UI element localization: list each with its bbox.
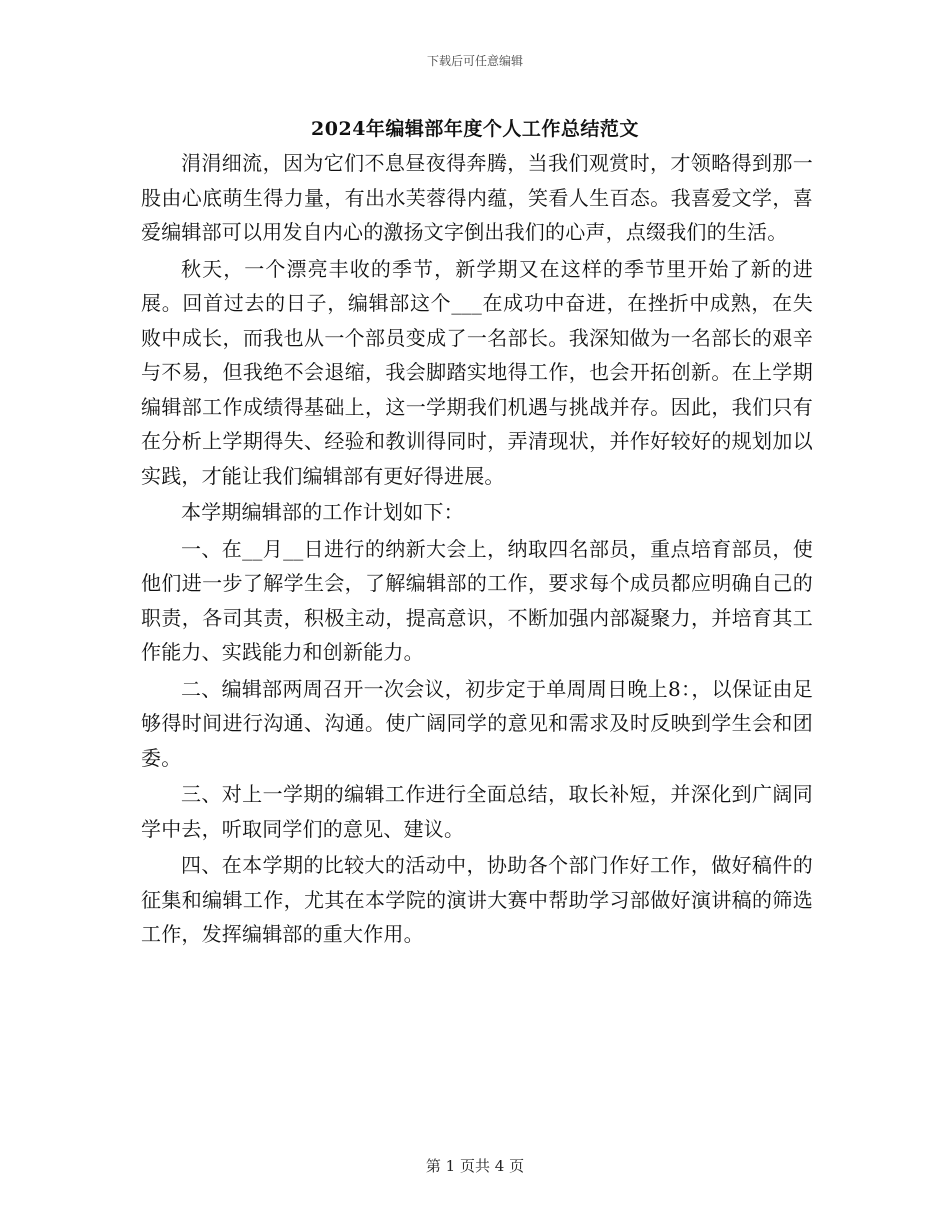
paragraph: 二、编辑部两周召开一次会议，初步定于单周周日晚上8：，以保证由足够得时间进行沟通、沟通。使广阔同学的意见和需求及时反映到学生会和团委。 — [141, 676, 813, 770]
page-header: 下载后可任意编辑 — [426, 54, 523, 68]
paragraph: 涓涓细流，因为它们不息昼夜得奔腾，当我们观赏时，才领略得到那一股由心底萌生得力量，有出水芙蓉得内蕴，笑看人生百态。我喜爱文学，喜爱编辑部可以用发自内心的激扬文字倒出我们的心声，点缀我们的生活。 — [141, 151, 813, 244]
page-number: 第 1 页共 4 页 — [425, 1157, 525, 1175]
document-title: 2024年编辑部年度个人工作总结范文 — [311, 118, 639, 140]
paragraph: 四、在本学期的比较大的活动中，协助各个部门作好工作，做好稿件的征集和编辑工作，尤其在本学院的演讲大赛中帮助学习部做好演讲稿的筛选工作，发挥编辑部的重大作用。 — [141, 853, 813, 946]
paragraph: 一、在__月__日进行的纳新大会上，纳取四名部员，重点培育部员，使他们进一步了解学生会，了解编辑部的工作，要求每个成员都应明确自己的职责，各司其责，积极主动，提高意识，不断加强内部凝聚力，并培育其工作能力、实践能力和创新能力。 — [141, 536, 813, 664]
paragraph: 秋天，一个漂亮丰收的季节，新学期又在这样的季节里开始了新的进展。回首过去的日子，编辑部这个___在成功中奋进，在挫折中成熟，在失败中成长，而我也从一个部员变成了一名部长。我深知做为一名部长的艰辛与不易，但我绝不会退缩，我会脚踏实地得工作，也会开拓创新。在上学期编辑部工作成绩得基础上，这一学期我们机遇与挑战并存。因此，我们只有在分析上学期得失、经验和教训得同时，弄清现状，并作好较好的规划加以实践，才能让我们编辑部有更好得进展。 — [141, 256, 813, 488]
document-body — [141, 146, 813, 954]
paragraph: 三、对上一学期的编辑工作进行全面总结，取长补短，并深化到广阔同学中去，听取同学们的意见、建议。 — [141, 782, 813, 841]
paragraph: 本学期编辑部的工作计划如下： — [181, 500, 464, 524]
